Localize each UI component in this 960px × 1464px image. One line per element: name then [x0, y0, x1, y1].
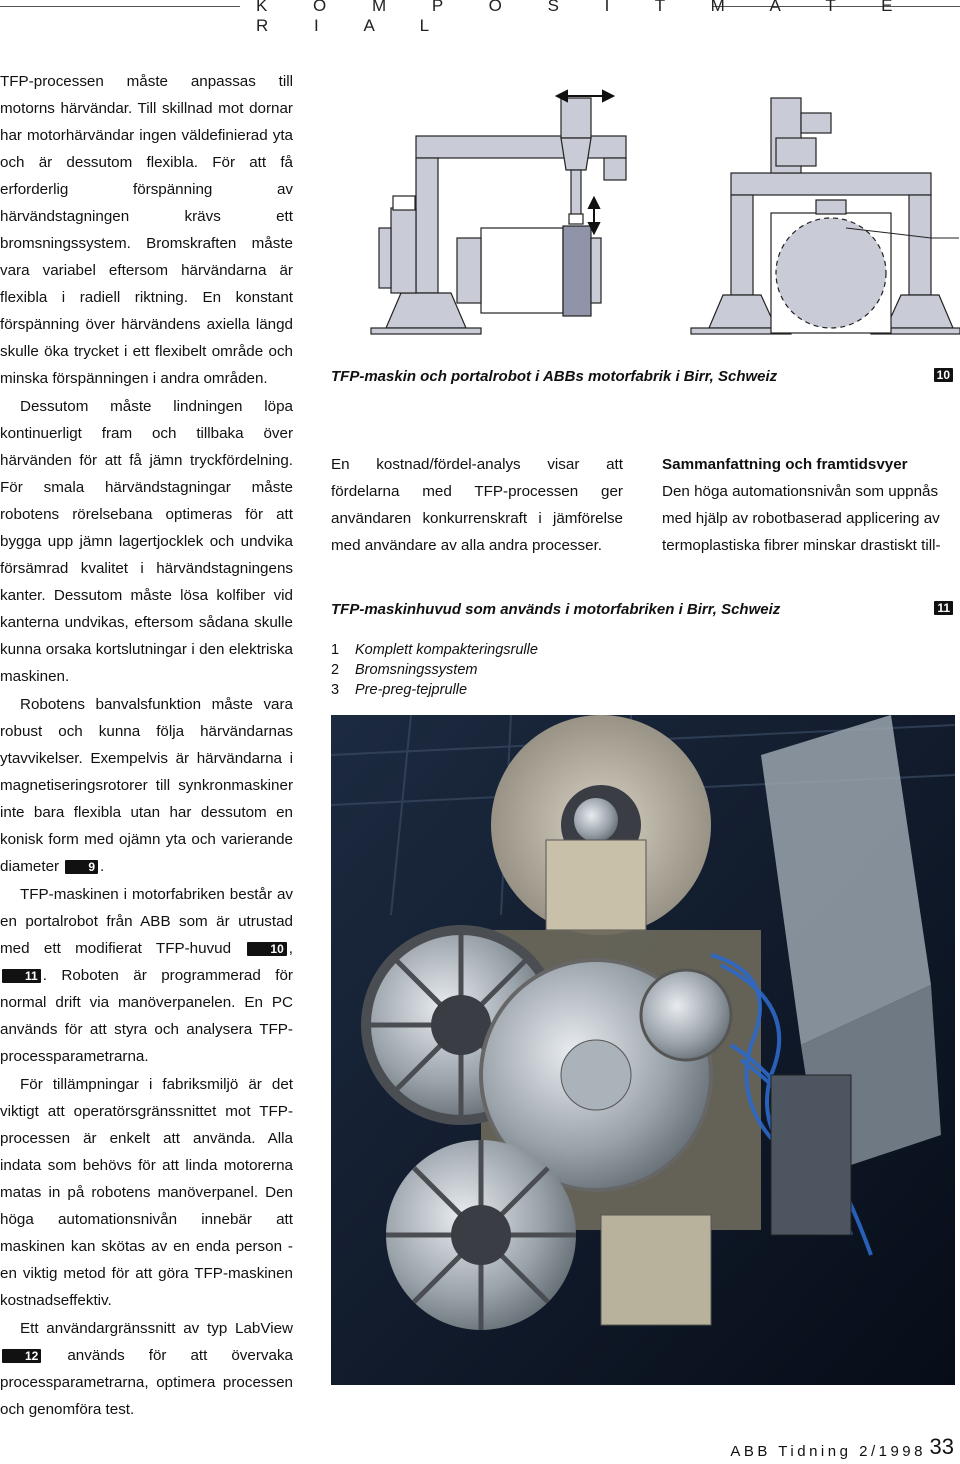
figure-10-caption [331, 368, 955, 385]
header-rule-left [0, 6, 240, 7]
figure-ref-9: 9 [65, 860, 98, 874]
figure-11-caption-text: TFP-maskinhuvud som används i motorfabriken i Birr, Schweiz [331, 601, 781, 618]
paragraph-3-tail: . [100, 858, 105, 875]
legend-label: Pre-preg-tejprulle [355, 682, 468, 698]
summary-text: Den höga automationsnivån som uppnås med hjälp av robotbaserad applicering av termoplastiska fibrer minskar drastiskt till- [662, 483, 941, 554]
legend-item [331, 640, 538, 660]
figure-11-number: 11 [934, 601, 953, 615]
figure-10-caption-text: TFP-maskin och portalrobot i ABBs motorfabrik i Birr, Schweiz [331, 368, 778, 385]
legend-item [331, 660, 538, 680]
middle-column: En kostnad/fördel-analys visar att fördelarna med TFP-processen ger användaren konkurrenskraft i jämförelse med användare av alla andra processer. [331, 456, 623, 554]
running-head: K O M P O S I T M A T E R I A L [256, 0, 913, 35]
right-column [662, 451, 960, 559]
figure-ref-10: 10 [247, 942, 286, 956]
page-number: 33 [929, 1434, 954, 1459]
paragraph-1: TFP-processen måste anpassas till motorns härvändar. Till skillnad mot dornar har motorhärvändar ingen väldefinierad yta och är dessutom flexibla. För att få erforderlig förspänning av härvändstagningen krävs ett bromsningssystem. Bromskraften måste vara variabel eftersom härvändarna är flexibla i radiell riktning. En konstant förspänning över härvändens axiella längd skulle öka trycket i ett flexibelt område och minska förspänningen i andra områden. [0, 73, 293, 387]
tfp-machine-diagram [331, 78, 960, 348]
paragraph-4 [0, 881, 293, 1070]
paragraph-3-text: Robotens banvalsfunktion måste vara robust och kunna följa härvändarnas ytavvikelser. Exempelvis är härvändarna i magnetiseringsrotorer till synkronmaskiner inte bara flexibla utan har dessutom en konisk form med ojämn yta och varierande diameter [0, 696, 293, 875]
legend-item [331, 680, 538, 700]
legend-number: 2 [331, 662, 340, 678]
legend-label: Bromsningssystem [355, 662, 478, 678]
paragraph-6 [0, 1315, 293, 1423]
paragraph-6-tail: används för att övervaka processparametrarna, optimera processen och genomföra test. [0, 1347, 293, 1418]
figure-ref-11: 11 [2, 969, 41, 983]
legend-number: 3 [331, 682, 340, 698]
figure-11-legend [331, 640, 538, 700]
figure-11-caption [331, 601, 955, 618]
legend-number: 1 [331, 642, 340, 658]
paragraph-6-text: Ett användargränssnitt av typ LabView [20, 1320, 293, 1337]
figure-10-number: 10 [934, 368, 953, 382]
legend-label: Komplett kompakteringsrulle [355, 642, 538, 658]
paragraph-4-tail: . Roboten är programmerad för normal drift via manöverpanelen. En PC används för att styra och analysera TFP-processparametrarna. [0, 967, 293, 1065]
paragraph-2: Dessutom måste lindningen löpa kontinuerligt fram och tillbaka över härvänden för att få jämn tryckfördelning. För smala härvändstagningar måste robotens rörelsebana optimeras för att bygga upp jämn lagertjocklek och undvika försämrad kvalitet i härvändstagningens kanter. Dessutom måste lösa kolfiber vid kanterna undvikas, eftersom sådana skulle kunna orsaka kortslutningar i den elektriska maskinen. [0, 398, 293, 685]
tfp-machine-head-photo [331, 715, 955, 1385]
paragraph-5: För tillämpningar i fabriksmiljö är det viktigt att operatörsgränssnittet mot TFP-processen är enkelt att använda. Alla indata som behövs för att linda motorerna matas in på robotens manöverpanel. Den höga automationsnivån innebär att maskinen kan skötas av en enda person - en viktig metod för att göra TFP-maskinen kostnadseffektiv. [0, 1076, 293, 1309]
section-heading: Sammanfattning och framtidsvyer [662, 456, 908, 473]
left-column [0, 68, 293, 1424]
paragraph-4-mid: , [288, 940, 293, 957]
journal-footer: ABB Tidning 2/1998 [730, 1443, 926, 1460]
paragraph-3 [0, 691, 293, 880]
paragraph-4-text: TFP-maskinen i motorfabriken består av en portalrobot från ABB som är utrustad med ett modifierat TFP-huvud [0, 886, 293, 957]
figure-ref-12: 12 [2, 1349, 41, 1363]
